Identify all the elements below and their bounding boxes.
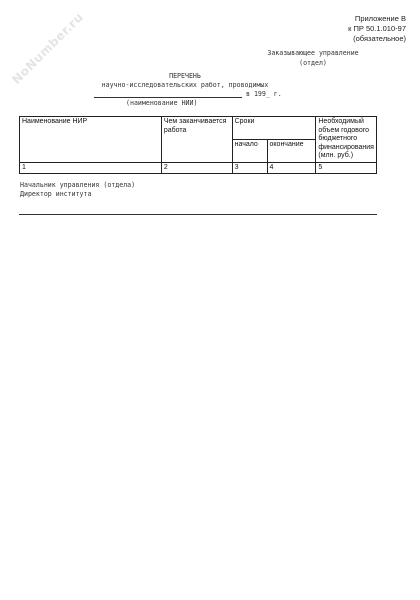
watermark: NoNumber.ru (9, 9, 87, 87)
header-work-name: Наименование НИР (20, 117, 162, 163)
appendix-status: (обязательное) (353, 34, 406, 43)
header-end: окончание (267, 139, 316, 162)
column-number-3: 3 (232, 162, 267, 174)
appendix-reference: к ПР 50.1.010-97 (348, 24, 406, 33)
title-year: в 199_ г. (246, 90, 282, 98)
header-start: начало (232, 139, 267, 162)
signatures (20, 181, 135, 199)
signature-institute-director: Директор института (20, 190, 92, 198)
column-number-1: 1 (20, 162, 162, 174)
title-heading: ПЕРЕЧЕНЬ (169, 72, 201, 80)
research-works-table (19, 116, 377, 174)
header-work-result: Чем заканчивается работа (161, 117, 232, 163)
customer-label: Заказывающее управление (267, 49, 359, 57)
appendix-header (348, 14, 406, 44)
signature-rule (19, 214, 377, 215)
column-number-4: 4 (267, 162, 316, 174)
customer-sublabel: (отдел) (299, 59, 327, 67)
customer-department (258, 48, 368, 68)
header-funding: Необходимый объем годового бюджетного финансирования (млн. руб.) (316, 117, 377, 163)
title-year-row (60, 90, 310, 99)
table-row (20, 162, 377, 174)
title-subheading: научно-исследовательских работ, проводимых (101, 81, 269, 89)
document-title (60, 72, 310, 108)
table-header-row (20, 117, 377, 140)
column-number-2: 2 (161, 162, 232, 174)
appendix-label: Приложение В (354, 14, 406, 23)
header-terms: Сроки (232, 117, 316, 140)
institute-name-caption: (наименование НИИ) (126, 99, 198, 107)
institute-name-blank (94, 97, 242, 98)
column-number-5: 5 (316, 162, 377, 174)
signature-department-head: Начальник управления (отдела) (20, 181, 136, 189)
